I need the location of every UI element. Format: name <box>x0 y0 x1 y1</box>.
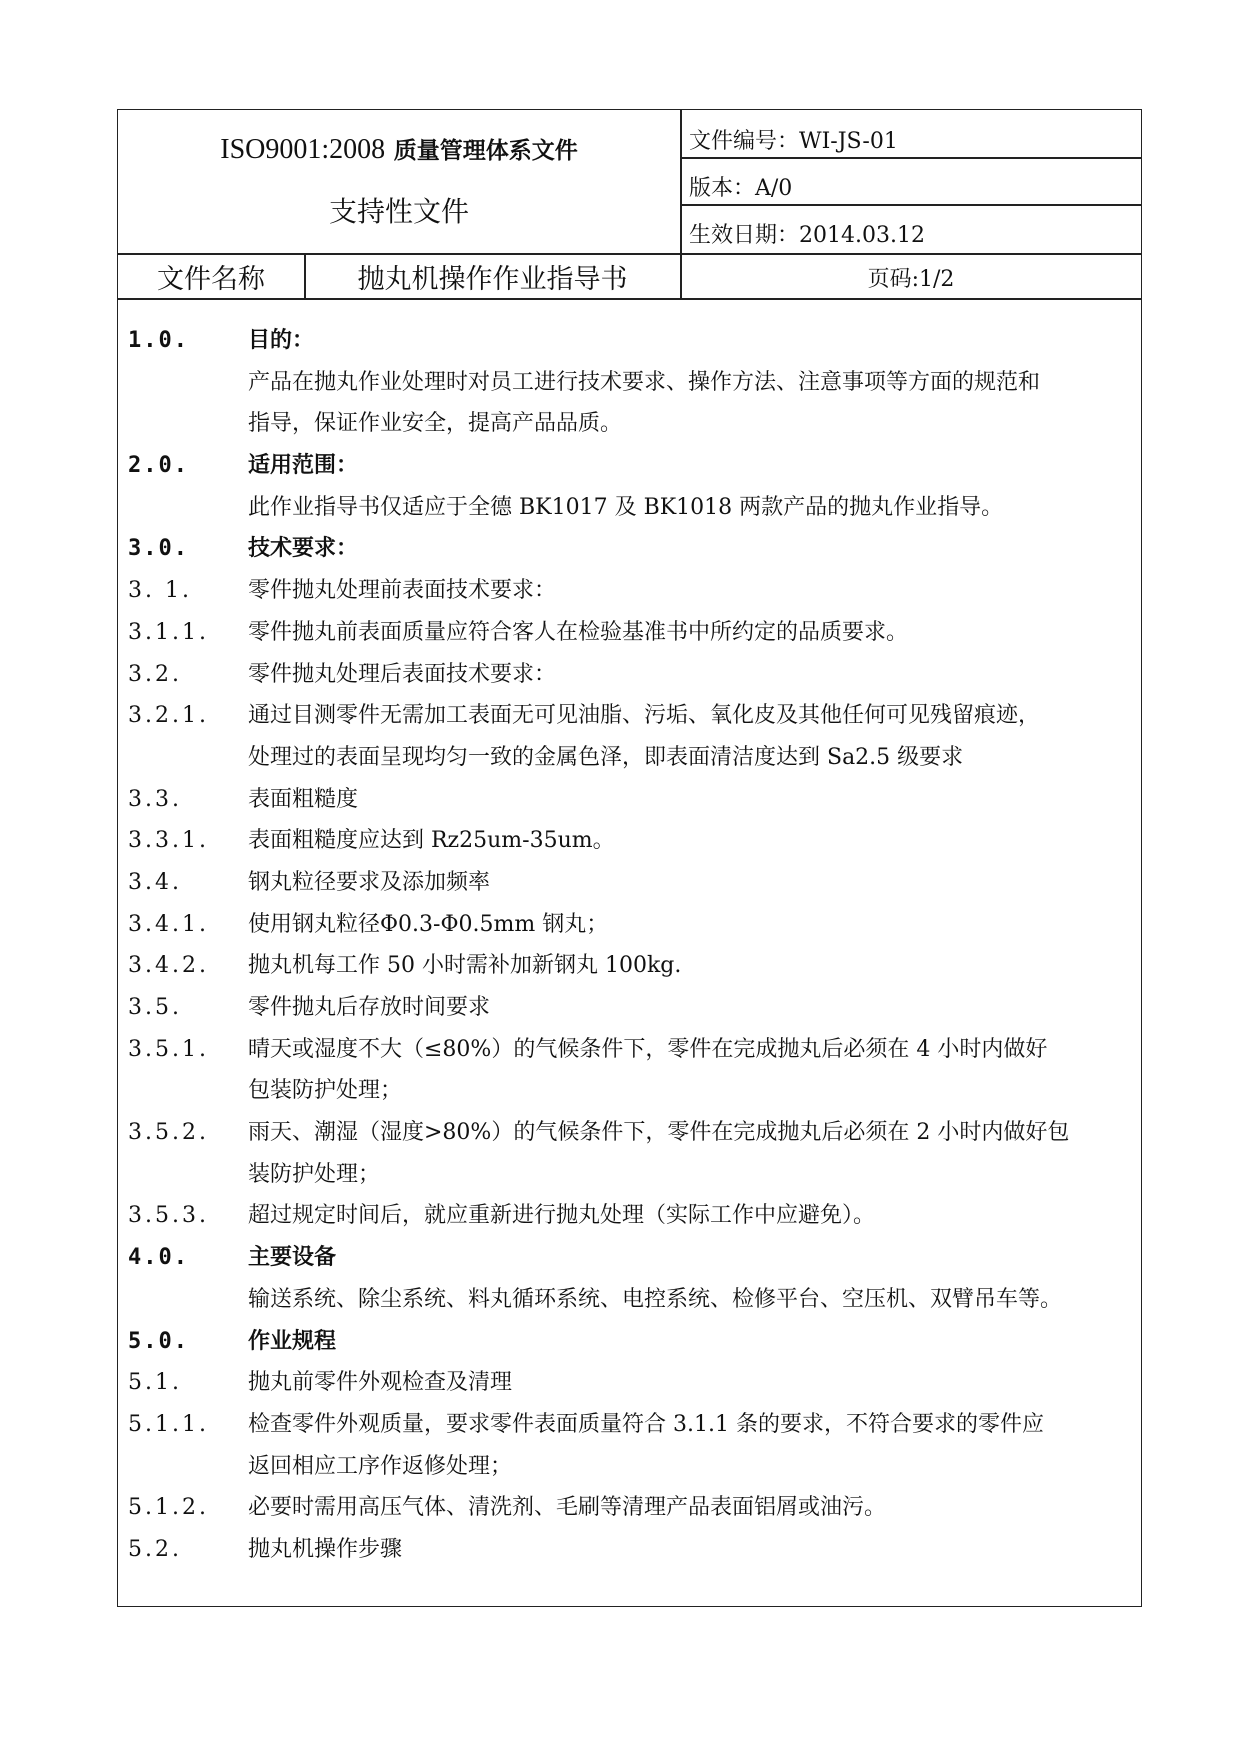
meta-divider-2 <box>680 204 1142 206</box>
clause-text: 作业规程 <box>248 1328 337 1354</box>
clause-number: 4.0. <box>128 1245 189 1271</box>
clause-text: 使用钢丸粒径Φ0.3-Φ0.5mm 钢丸； <box>248 911 609 937</box>
clause-text: 零件抛丸处理后表面技术要求： <box>248 661 557 687</box>
clause-text: 目的： <box>248 328 315 353</box>
doc-name-value: 抛丸机操作作业指导书 <box>357 264 628 295</box>
clause-number: 5.1.1. <box>128 1411 209 1437</box>
clause-number: 3.4.2. <box>128 953 209 979</box>
clause-text: 雨天、潮湿（湿度>80%）的气候条件下，零件在完成抛丸后必须在 2 小时内做好包 <box>248 1120 1070 1146</box>
document-frame <box>117 109 1142 1607</box>
document-line <box>128 1070 1138 1112</box>
clause-number: 3.3.1. <box>128 828 209 854</box>
document-line <box>128 945 1138 987</box>
clause-text: 通过目测零件无需加工表面无可见油脂、污垢、氧化皮及其他任何可见残留痕迹， <box>248 703 1041 729</box>
page-number: 页码:1/2 <box>867 267 955 292</box>
clause-text: 装防护处理； <box>248 1161 381 1187</box>
clause-text: 零件抛丸前表面质量应符合客人在检验基准书中所约定的品质要求。 <box>248 619 909 645</box>
document-line <box>128 1404 1138 1446</box>
document-line <box>128 445 1138 487</box>
clause-text: 零件抛丸处理前表面技术要求： <box>248 578 557 604</box>
clause-number: 3.1.1. <box>128 619 209 645</box>
clause-text: 适用范围： <box>248 453 359 479</box>
clause-text: 主要设备 <box>248 1245 337 1271</box>
clause-text: 钢丸粒径要求及添加频率 <box>248 869 491 895</box>
document-line <box>128 779 1138 821</box>
clause-number: 1.0. <box>128 328 189 353</box>
document-line <box>128 320 1138 362</box>
clause-text: 产品在抛丸作业处理时对员工进行技术要求、操作方法、注意事项等方面的规范和 <box>248 369 1041 395</box>
clause-text: 表面粗糙度应达到 Rz25um-35um。 <box>248 828 615 854</box>
clause-number: 5.2. <box>128 1536 182 1562</box>
document-line <box>128 987 1138 1029</box>
document-line <box>128 1279 1138 1321</box>
document-line <box>128 654 1138 696</box>
clause-number: 2.0. <box>128 453 189 479</box>
clause-text: 指导，保证作业安全，提高产品品质。 <box>248 411 623 437</box>
document-line <box>128 403 1138 445</box>
clause-text: 技术要求： <box>248 536 359 562</box>
document-line <box>128 862 1138 904</box>
document-line <box>128 1154 1138 1196</box>
clause-number: 3.2. <box>128 661 182 687</box>
clause-number: 5.1. <box>128 1370 182 1396</box>
doc-type: 支持性文件 <box>328 195 469 228</box>
system-title-text: 质量管理体系文件 <box>393 138 578 164</box>
clause-number: 3.5.1. <box>128 1036 209 1062</box>
meta-divider-1 <box>680 157 1142 159</box>
effective-date: 生效日期：2014.03.12 <box>689 223 925 248</box>
document-body <box>128 320 1138 1571</box>
clause-text: 返回相应工序作返修处理； <box>248 1453 513 1479</box>
document-line <box>128 570 1138 612</box>
clause-number: 5.0. <box>128 1328 189 1354</box>
clause-number: 3. 1. <box>128 578 192 604</box>
clause-number: 3.4.1. <box>128 911 209 937</box>
clause-text: 检查零件外观质量，要求零件表面质量符合 3.1.1 条的要求，不符合要求的零件应 <box>248 1411 1044 1437</box>
clause-number: 3.5. <box>128 995 182 1020</box>
clause-text: 零件抛丸后存放时间要求 <box>248 995 491 1020</box>
document-line <box>128 612 1138 654</box>
standard-code: ISO9001:2008 <box>220 134 386 165</box>
clause-text: 表面粗糙度 <box>248 786 359 812</box>
clause-text: 晴天或湿度不大（≤80%）的气候条件下，零件在完成抛丸后必须在 4 小时内做好 <box>248 1036 1048 1062</box>
clause-number: 3.3. <box>128 786 182 812</box>
document-line <box>128 1446 1138 1488</box>
clause-text: 抛丸前零件外观检查及清理 <box>248 1370 513 1396</box>
clause-text: 此作业指导书仅适应于全德 BK1017 及 BK1018 两款产品的抛丸作业指导。 <box>248 494 1004 520</box>
document-line <box>128 820 1138 862</box>
document-line <box>128 1321 1138 1363</box>
system-title <box>118 132 680 166</box>
clause-text: 输送系统、除尘系统、料丸循环系统、电控系统、检修平台、空压机、双臂吊车等。 <box>248 1286 1063 1312</box>
clause-text: 抛丸机操作步骤 <box>248 1536 403 1562</box>
clause-text: 处理过的表面呈现均匀一致的金属色泽，即表面清洁度达到 Sa2.5 级要求 <box>248 744 964 770</box>
document-line <box>128 904 1138 946</box>
doc-number: 文件编号：WI-JS-01 <box>689 129 898 154</box>
clause-number: 3.5.2. <box>128 1120 209 1146</box>
document-line <box>128 1362 1138 1404</box>
clause-text: 超过规定时间后，就应重新进行抛丸处理（实际工作中应避免）。 <box>248 1203 876 1229</box>
clause-text: 必要时需用高压气体、清洗剂、毛刷等清理产品表面铝屑或油污。 <box>248 1495 887 1521</box>
clause-text: 包装防护处理； <box>248 1078 403 1104</box>
document-line <box>128 695 1138 737</box>
clause-number: 3.4. <box>128 869 182 895</box>
header-bottom-line <box>118 253 1142 255</box>
document-line <box>128 1112 1138 1154</box>
document-line <box>128 1195 1138 1237</box>
doc-name-label: 文件名称 <box>157 264 265 295</box>
clause-number: 5.1.2. <box>128 1495 209 1521</box>
doc-version: 版本：A/0 <box>689 176 793 201</box>
document-line <box>128 528 1138 570</box>
document-line <box>128 737 1138 779</box>
document-line <box>128 1029 1138 1071</box>
document-line <box>128 362 1138 404</box>
document-line <box>128 487 1138 529</box>
document-line <box>128 1529 1138 1571</box>
clause-text: 抛丸机每工作 50 小时需补加新钢丸 100kg. <box>248 953 682 979</box>
clause-number: 3.2.1. <box>128 703 209 729</box>
clause-number: 3.5.3. <box>128 1203 209 1229</box>
document-line <box>128 1487 1138 1529</box>
document-line <box>128 1237 1138 1279</box>
clause-number: 3.0. <box>128 536 189 562</box>
